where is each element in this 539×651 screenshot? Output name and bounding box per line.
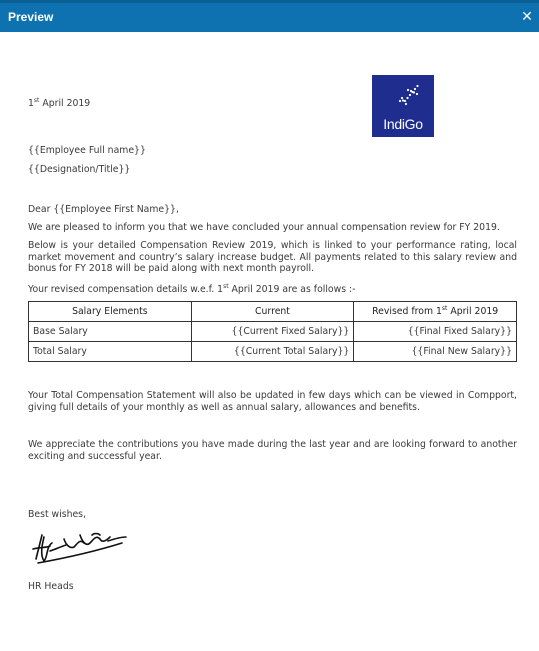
- details-paragraph: Below is your detailed Compensation Review 2019, which is linked to your performance rating, local market movement and country’s salary increase budget. All payments related to this salary review and bonus for FY 2018 will be paid along with next month payroll.: [28, 240, 517, 274]
- close-icon[interactable]: ✕: [521, 9, 533, 25]
- table-cell: Total Salary: [29, 342, 192, 362]
- statement-paragraph: Your Total Compensation Statement will also be updated in few days which can be viewed in Compport, giving full details of your monthly as well as annual salary, allowances and benefits.: [28, 390, 517, 413]
- revised-intro: Your revised compensation details w.e.f. 1st April 2019 are as follows :-: [28, 283, 356, 295]
- table-cell: {{Final New Salary}}: [354, 342, 517, 362]
- appreciation-paragraph: We appreciate the contributions you have made during the last year and are looking forward to another exciting and successful year.: [28, 439, 517, 462]
- table-header-row: [29, 302, 517, 322]
- logo-text: IndiGo: [383, 116, 423, 132]
- signature-image: [30, 529, 130, 567]
- company-logo: [372, 75, 434, 137]
- salutation: Dear {{Employee First Name}},: [28, 204, 179, 215]
- letter-document: [0, 32, 539, 651]
- header-revised: Revised from 1st April 2019: [354, 302, 517, 322]
- table-cell: {{Current Total Salary}}: [191, 342, 354, 362]
- table-cell: Base Salary: [29, 322, 192, 342]
- header-current: Current: [191, 302, 354, 322]
- designation: {{Designation/Title}}: [28, 164, 131, 175]
- letter-date: 1st April 2019: [28, 97, 91, 109]
- employee-name: {{Employee Full name}}: [28, 145, 146, 156]
- table-cell: {{Current Fixed Salary}}: [191, 322, 354, 342]
- table-row: [29, 342, 517, 362]
- header-salary-elements: Salary Elements: [29, 302, 192, 322]
- window-title: Preview: [8, 10, 54, 24]
- salary-table: [28, 301, 517, 362]
- closing: Best wishes,: [28, 509, 86, 520]
- intro-paragraph: We are pleased to inform you that we have concluded your annual compensation review for FY 2019.: [28, 222, 500, 233]
- table-row: [29, 322, 517, 342]
- preview-titlebar: [0, 0, 539, 32]
- table-cell: {{Final Fixed Salary}}: [354, 322, 517, 342]
- signatory: HR Heads: [28, 581, 74, 592]
